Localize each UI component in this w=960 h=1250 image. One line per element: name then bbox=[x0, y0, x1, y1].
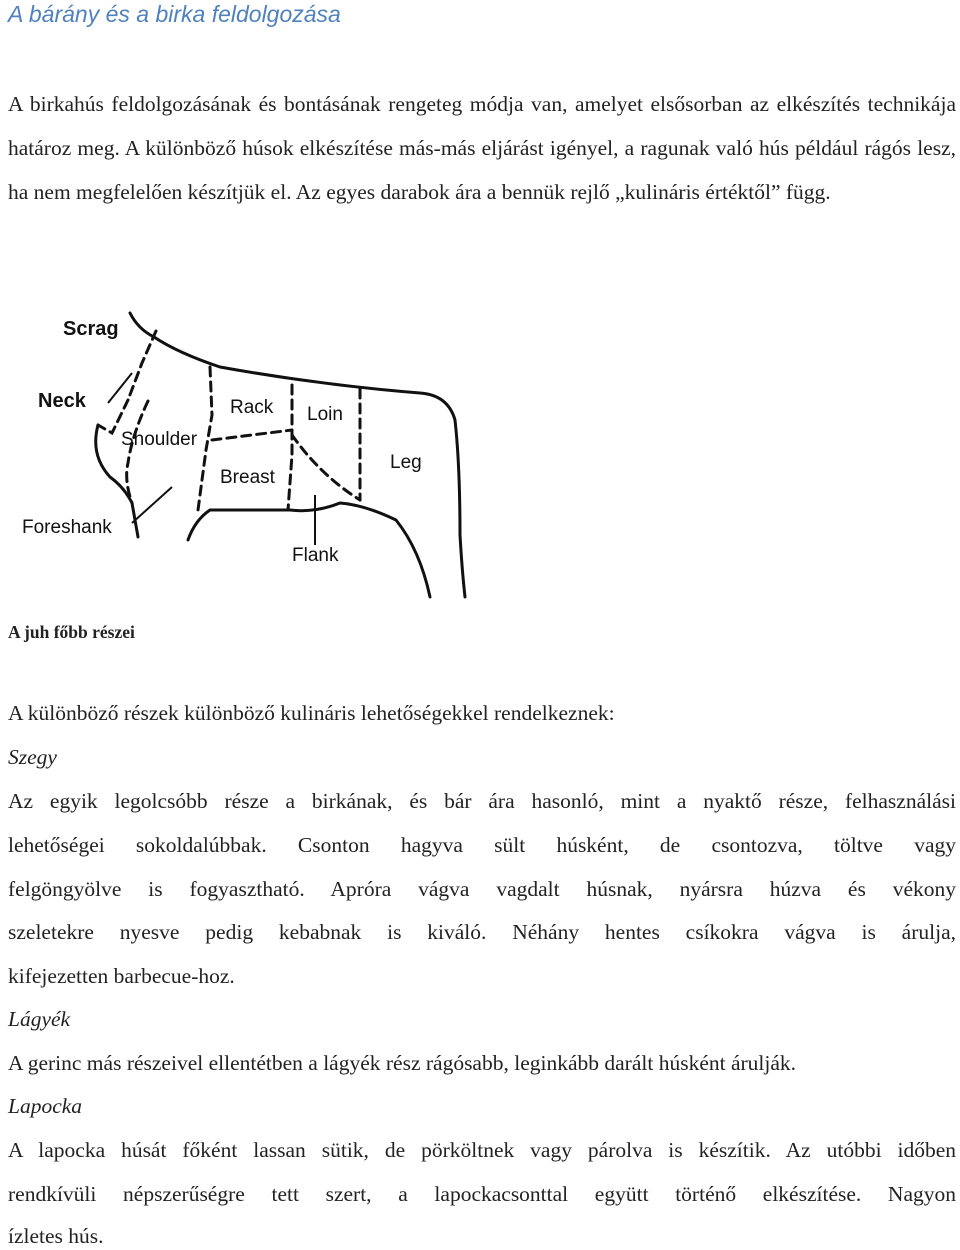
cut-line-loin-flank bbox=[292, 435, 360, 500]
label-rack: Rack bbox=[230, 397, 274, 418]
label-loin: Loin bbox=[307, 404, 343, 425]
label-foreshank: Foreshank bbox=[22, 517, 112, 538]
section-heading-lapocka: Lapocka bbox=[8, 1094, 83, 1118]
lead-text: A különböző részek különböző kulináris lehetőségekkel rendelkeznek: bbox=[8, 701, 615, 725]
lapocka-line: rendkívüli népszerűségre tett szert, a lapockacsonttal együtt történő elkészítése. Nagyon bbox=[8, 1182, 956, 1206]
cut-line-shoulder-back bbox=[127, 401, 148, 503]
cut-line-rack-breast bbox=[212, 430, 292, 440]
szegy-line: Az egyik legolcsóbb része a birkának, és bár ára hasonló, mint a nyaktő része, felhasználási bbox=[8, 789, 956, 813]
szegy-line: kifejezetten barbecue-hoz. bbox=[8, 964, 235, 988]
szegy-line: lehetőségei sokoldalúbbak. Csonton hagyva sült húsként, de csontozva, töltve vagy bbox=[8, 833, 956, 857]
intro-paragraph: A birkahús feldolgozásának és bontásának rengeteg módja van, amelyet elsősorban az elkészítés technikája határoz meg. A különböző húsok elkészítése más-más eljárást igényel, a ragunak való hús például rágós lesz, ha nem megfelelően készítjük el. Az egyes darabok ára a bennük rejlő „kulináris értéktől” függ. bbox=[8, 92, 956, 204]
lapocka-line: A lapocka húsát főként lassan sütik, de pörköltnek vagy párolva is készítik. Az utóbbi időben bbox=[8, 1138, 956, 1162]
label-leg: Leg bbox=[390, 452, 422, 473]
label-flank: Flank bbox=[292, 545, 339, 566]
label-shoulder: Shoulder bbox=[121, 429, 198, 450]
pointer-foreshank bbox=[132, 487, 172, 523]
szegy-line: felgöngyölve is fogyasztható. Apróra vágva vagdalt húsnak, nyársra húzva és vékony bbox=[8, 877, 956, 901]
pointer-neck bbox=[108, 373, 132, 403]
sheep-cuts-diagram bbox=[20, 305, 480, 605]
lapocka-line: ízletes hús. bbox=[8, 1224, 104, 1248]
section-heading-szegy: Szegy bbox=[8, 745, 57, 769]
figure-caption: A juh főbb részei bbox=[8, 622, 135, 642]
section-heading-lagyek: Lágyék bbox=[8, 1007, 71, 1031]
label-breast: Breast bbox=[220, 467, 275, 488]
szegy-line: szeletekre nyesve pedig kebabnak is kiváló. Néhány hentes csíkokra vágva is árulja, bbox=[8, 920, 956, 944]
document-title: A bárány és a birka feldolgozása bbox=[8, 1, 341, 27]
cut-line-scrag bbox=[128, 331, 156, 400]
label-neck: Neck bbox=[38, 390, 86, 412]
lagyek-line: A gerinc más részeivel ellentétben a lágyék rész rágósabb, leginkább darált húsként árulják. bbox=[8, 1051, 797, 1075]
label-scrag: Scrag bbox=[63, 318, 119, 340]
cut-line-rack-loin bbox=[288, 385, 292, 510]
cut-line-shoulder-rack bbox=[198, 367, 212, 510]
